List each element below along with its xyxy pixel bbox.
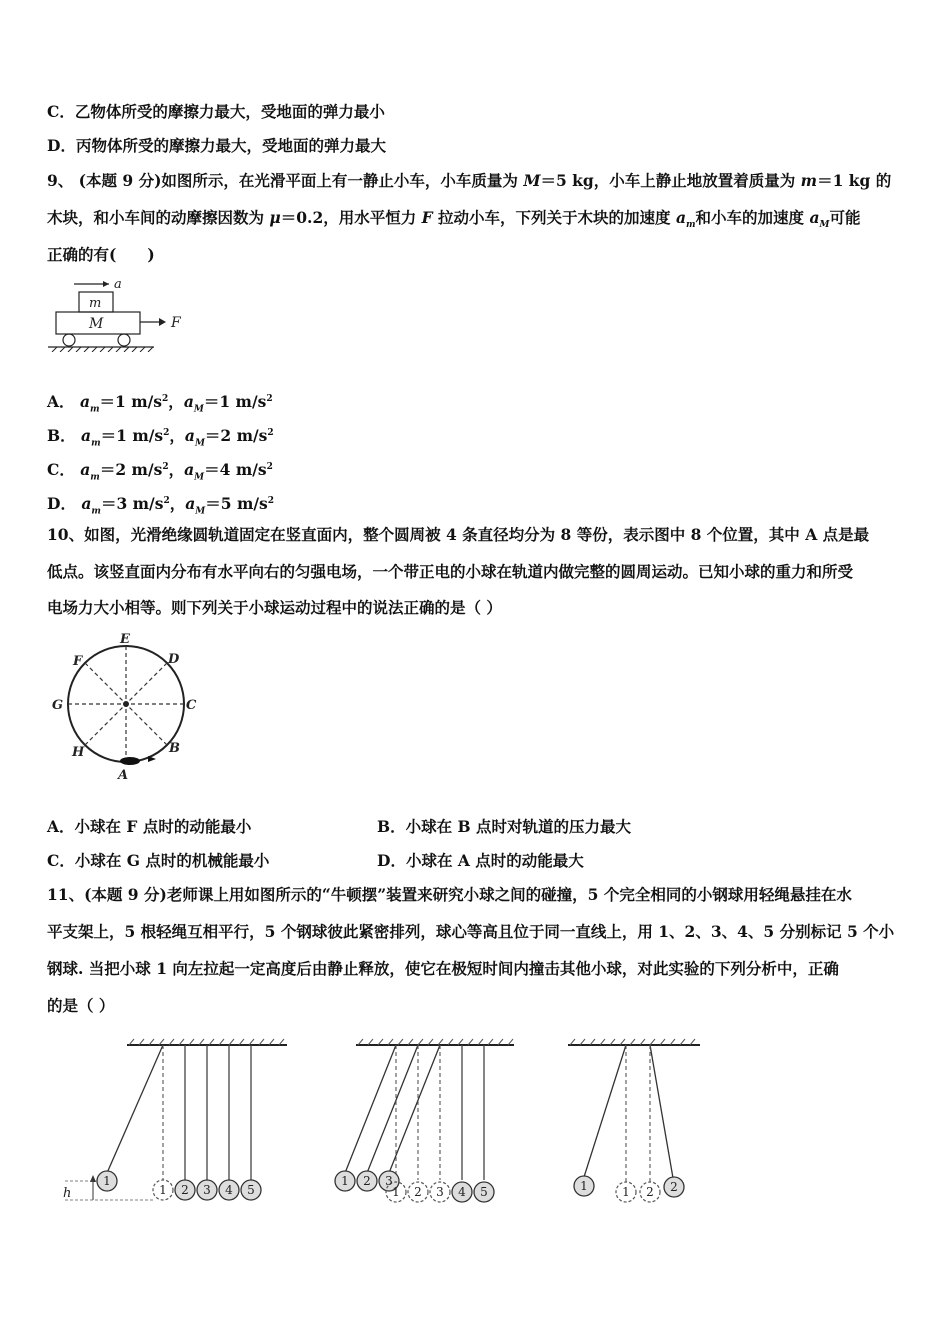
q9-stem-line3: 正确的有( ) (47, 245, 155, 264)
svg-text:3: 3 (203, 1183, 211, 1197)
point-H: H (72, 745, 85, 760)
svg-text:5: 5 (247, 1183, 255, 1197)
q8-option-c: C．乙物体所受的摩擦力最大，受地面的弹力最小 (47, 102, 385, 121)
q11-stem-line4: 的是（ ） (47, 996, 115, 1015)
q10-circle-figure (44, 630, 214, 785)
q10-stem-line1: 10、如图，光滑绝缘圆轨道固定在竖直面内，整个圆周被 4 条直径均分为 8 等份，表示图中 8 个位置，其中 A 点是最 (47, 525, 870, 544)
q8-option-d: D．丙物体所受的摩擦力最大，受地面的弹力最大 (47, 136, 386, 155)
svg-text:1: 1 (159, 1183, 167, 1197)
svg-text:3: 3 (436, 1185, 444, 1199)
q9-stem-line1: 9、 (本题 9 分)如图所示，在光滑平面上有一静止小车，小车质量为 M＝5 kg，小车上静止地放置着质量为 m＝1 kg 的 (47, 171, 892, 190)
label-m: m (89, 296, 102, 311)
point-F: F (73, 654, 83, 669)
svg-text:2: 2 (646, 1185, 654, 1199)
q9-cart-figure (44, 272, 194, 352)
point-G: G (52, 698, 64, 713)
q10-stem-line2: 低点。该竖直面内分布有水平向右的匀强电场，一个带正电的小球在轨道内做完整的圆周运动。已知小球的重力和所受 (47, 562, 854, 581)
point-E: E (120, 632, 130, 647)
point-D: D (168, 652, 180, 667)
svg-text:1: 1 (103, 1174, 111, 1188)
label-M: M (89, 316, 104, 332)
svg-text:2: 2 (181, 1183, 189, 1197)
label-h: h (63, 1186, 72, 1201)
svg-text:2: 2 (363, 1174, 371, 1188)
svg-text:1: 1 (580, 1179, 588, 1193)
svg-text:2: 2 (414, 1185, 422, 1199)
point-B: B (169, 741, 180, 756)
svg-text:5: 5 (480, 1185, 488, 1199)
svg-text:1: 1 (341, 1174, 349, 1188)
svg-text:4: 4 (225, 1183, 233, 1197)
label-a: a (114, 277, 122, 292)
q11-cradle-figure-3 (560, 1035, 710, 1220)
q9-option-a: A． $a_m=1$ $m/s^2$，$a_M=1$ $m/s^2$ (47, 392, 273, 415)
svg-text:1: 1 (392, 1185, 400, 1199)
q9-option-c: C． $a_m=2$ $m/s^2$，$a_M=4$ $m/s^2$ (47, 460, 273, 483)
q11-cradle-figure-2 (330, 1035, 530, 1220)
q11-stem-line3: 钢球. 当把小球 1 向左拉起一定高度后由静止释放，使它在极短时间内撞击其他小球，对此实验的下列分析中，正确 (47, 959, 839, 978)
q10-option-c: C．小球在 G 点时的机械能最小 (47, 851, 270, 870)
label-F: F (171, 315, 181, 331)
q11-stem-line1: 11、(本题 9 分)老师课上用如图所示的“牛顿摆”装置来研究小球之间的碰撞，5 个完全相同的小钢球用轻绳悬挂在水 (47, 885, 852, 904)
q11-stem-line2: 平支架上，5 根轻绳互相平行，5 个钢球彼此紧密排列，球心等高且位于同一直线上，用 1、2、3、4、5 分别标记 5 个小 (47, 922, 895, 941)
q11-cradle-figure-1 (55, 1035, 295, 1220)
svg-text:1: 1 (622, 1185, 630, 1199)
svg-text:3: 3 (385, 1174, 393, 1188)
svg-text:2: 2 (670, 1180, 678, 1194)
q10-stem-line3: 电场力大小相等。则下列关于小球运动过程中的说法正确的是（ ） (47, 598, 502, 617)
q10-option-a: A．小球在 F 点时的动能最小 (47, 817, 252, 836)
point-A: A (118, 768, 129, 783)
q10-option-d: D．小球在 A 点时的动能最大 (377, 851, 584, 870)
q9-option-b: B． $a_m=1$ $m/s^2$，$a_M=2$ $m/s^2$ (47, 426, 274, 449)
q10-option-b: B．小球在 B 点时对轨道的压力最大 (377, 817, 631, 836)
point-C: C (186, 698, 197, 713)
q9-option-d: D． $a_m=3$ $m/s^2$，$a_M=5$ $m/s^2$ (47, 494, 275, 517)
svg-text:4: 4 (458, 1185, 466, 1199)
q9-stem-line2: 木块，和小车间的动摩擦因数为 μ＝0.2，用水平恒力 F 拉动小车，下列关于木块的加速度 $a_m$和小车的加速度 $a_M$可能 (47, 208, 861, 231)
